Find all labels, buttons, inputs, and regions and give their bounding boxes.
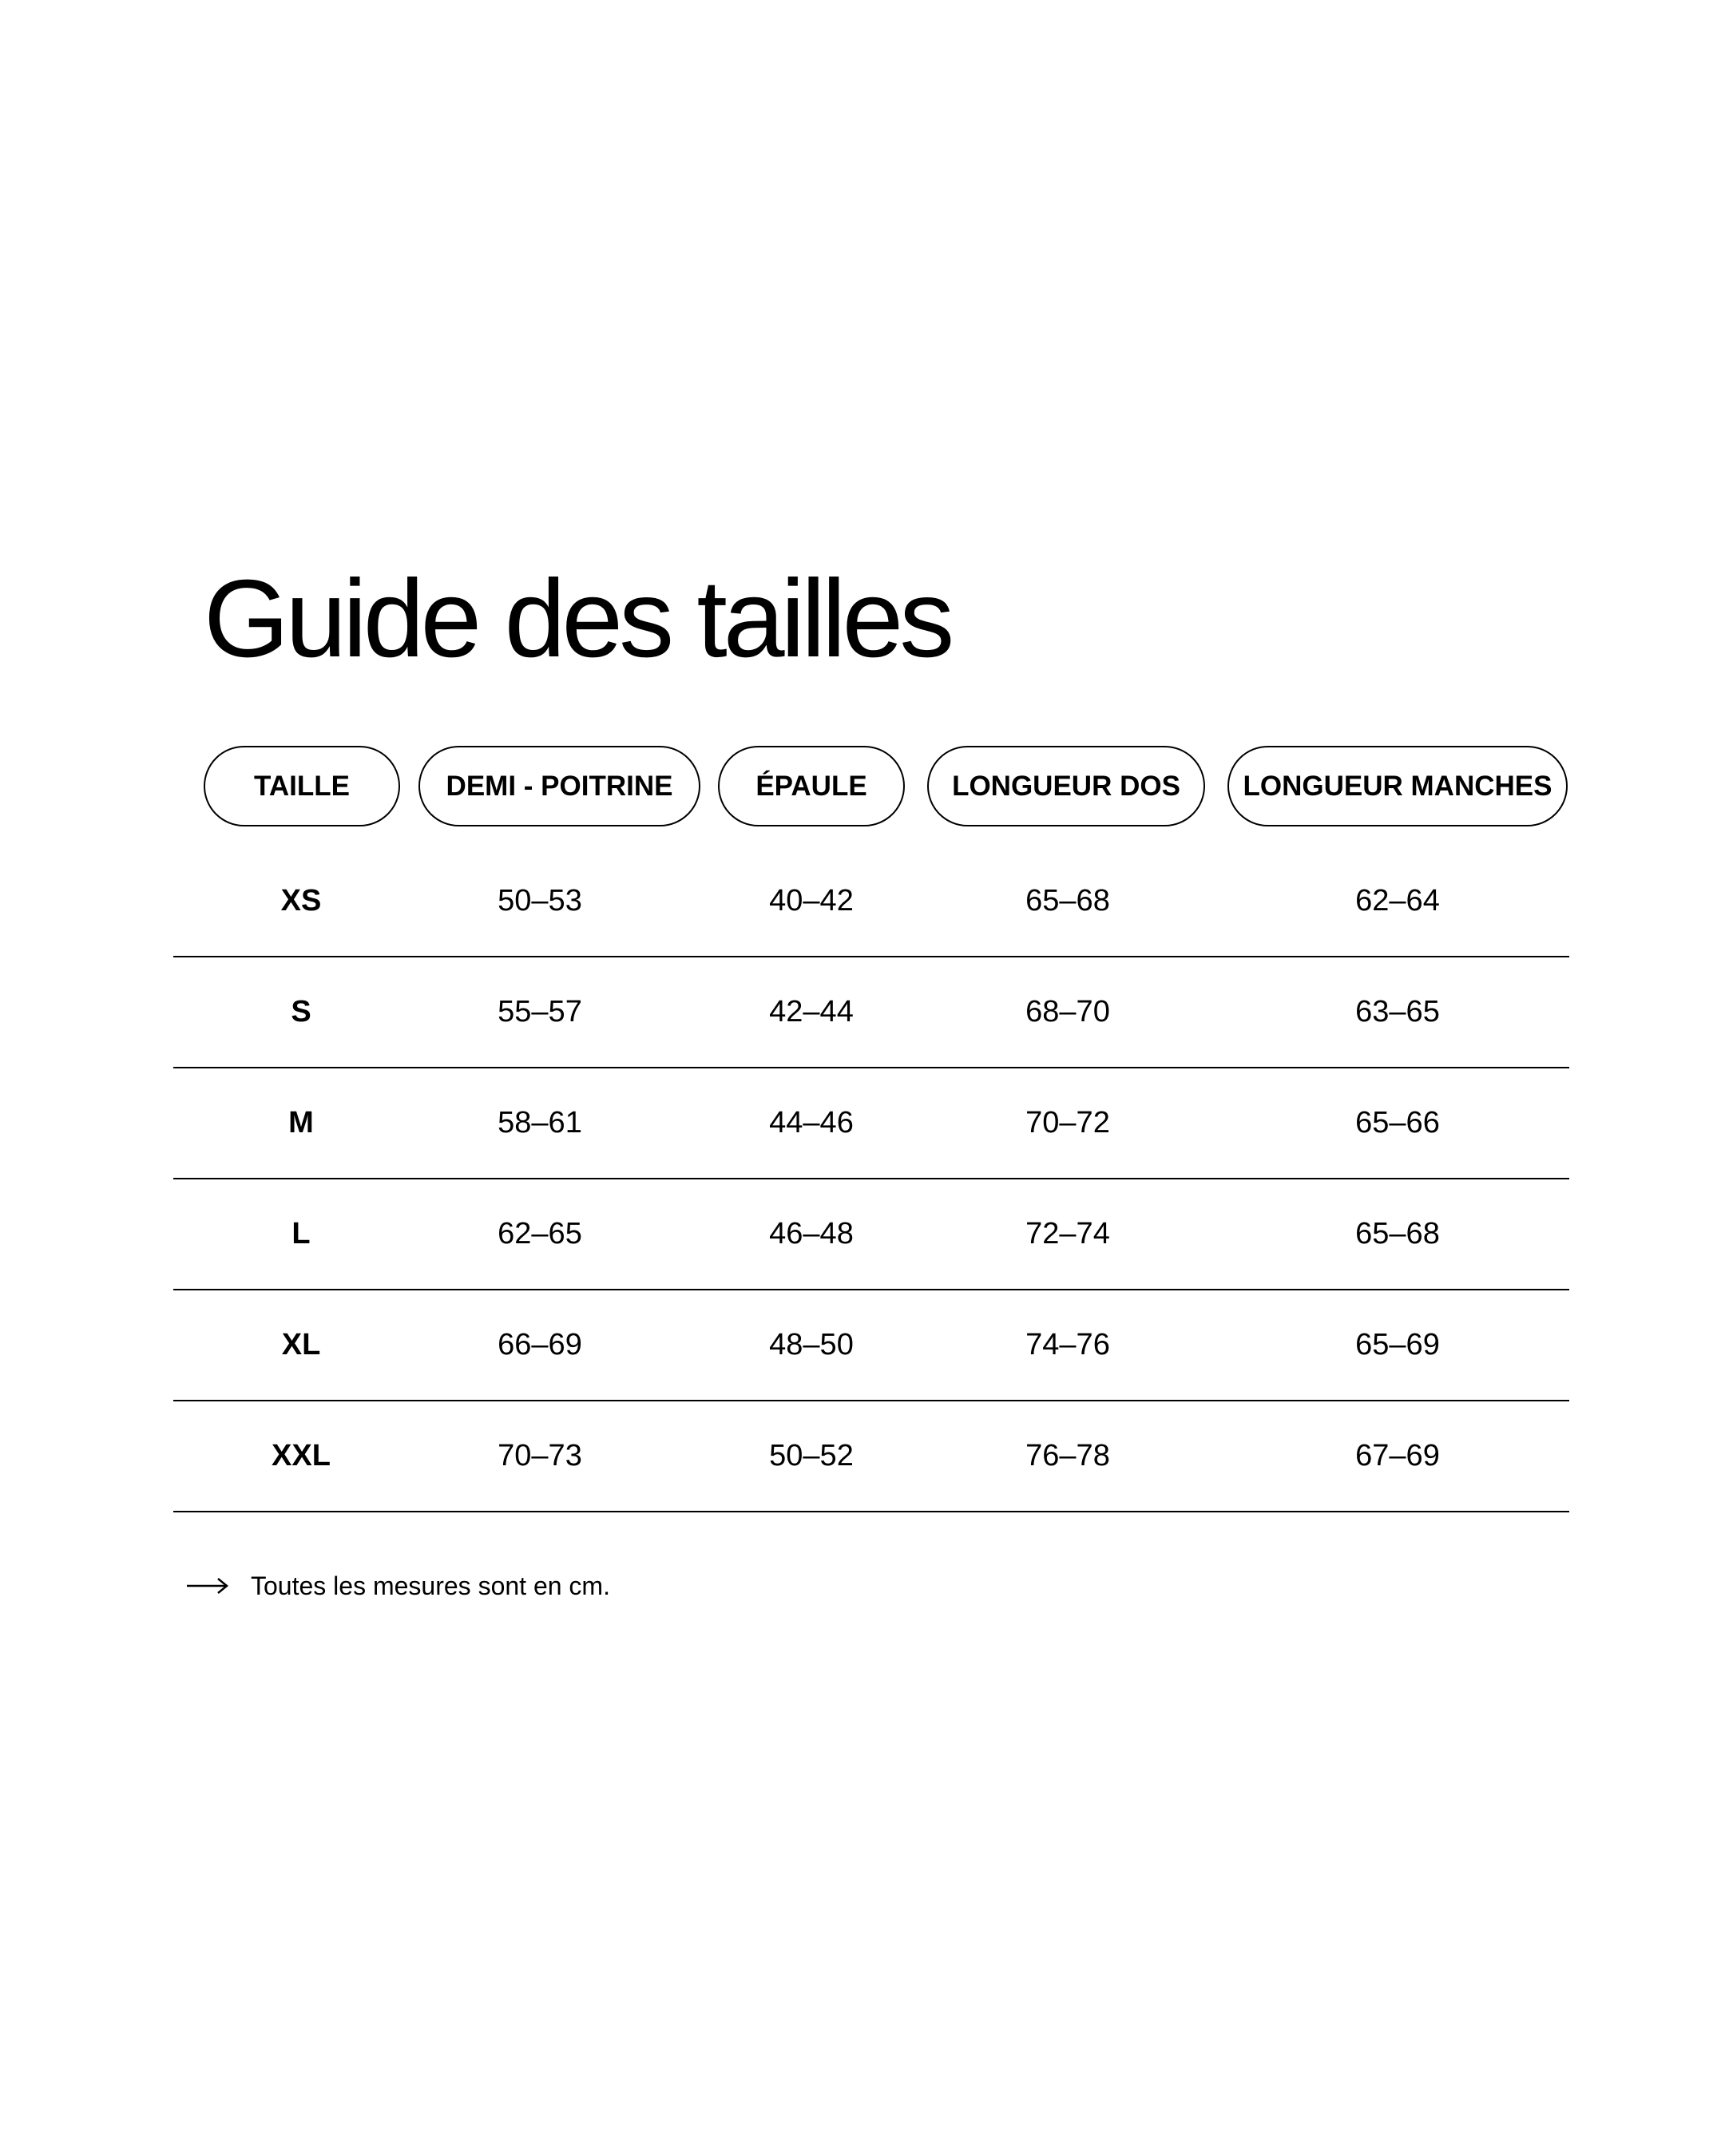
demi-poitrine-cell: 58–61 (498, 1106, 582, 1139)
measurement-note (185, 1567, 610, 1605)
size-cell: XL (281, 1328, 321, 1361)
size-cell: XS (280, 884, 322, 917)
longueur-dos-cell: 72–74 (1025, 1217, 1110, 1250)
page-title: Guide des tailles (204, 557, 951, 680)
header-epaule: ÉPAULE (718, 746, 905, 826)
epaule-cell: 42–44 (769, 995, 854, 1028)
demi-poitrine-cell: 70–73 (498, 1439, 582, 1472)
longueur-manches-cell: 65–66 (1355, 1106, 1440, 1139)
size-cell: L (291, 1217, 311, 1250)
longueur-manches-cell: 63–65 (1355, 995, 1440, 1028)
table-row (173, 1290, 1569, 1401)
longueur-dos-cell: 74–76 (1025, 1328, 1110, 1361)
table-row (173, 1179, 1569, 1290)
longueur-dos-cell: 68–70 (1025, 995, 1110, 1028)
note-text: Toutes les mesures sont en cm. (251, 1571, 610, 1600)
longueur-manches-cell: 62–64 (1355, 884, 1440, 917)
header-longueur-dos: LONGUEUR DOS (927, 746, 1205, 826)
demi-poitrine-cell: 55–57 (498, 995, 582, 1028)
table-row (173, 957, 1569, 1068)
table-row (173, 1401, 1569, 1512)
table-row (173, 846, 1569, 957)
epaule-cell: 46–48 (769, 1217, 854, 1250)
size-cell: M (288, 1106, 314, 1139)
longueur-manches-cell: 67–69 (1355, 1439, 1440, 1472)
epaule-cell: 48–50 (769, 1328, 854, 1361)
epaule-cell: 44–46 (769, 1106, 854, 1139)
longueur-dos-cell: 70–72 (1025, 1106, 1110, 1139)
longueur-manches-cell: 65–68 (1355, 1217, 1440, 1250)
header-longueur-manches: LONGUEUR MANCHES (1227, 746, 1568, 826)
arrow-right-icon (185, 1576, 230, 1595)
row-divider (173, 1511, 1569, 1512)
demi-poitrine-cell: 66–69 (498, 1328, 582, 1361)
demi-poitrine-cell: 50–53 (498, 884, 582, 917)
longueur-dos-cell: 76–78 (1025, 1439, 1110, 1472)
size-cell: XXL (272, 1439, 331, 1472)
longueur-dos-cell: 65–68 (1025, 884, 1110, 917)
size-cell: S (291, 995, 311, 1028)
epaule-cell: 40–42 (769, 884, 854, 917)
epaule-cell: 50–52 (769, 1439, 854, 1472)
header-demi-poitrine: DEMI - POITRINE (418, 746, 700, 826)
demi-poitrine-cell: 62–65 (498, 1217, 582, 1250)
header-taille: TAILLE (204, 746, 400, 826)
table-row (173, 1068, 1569, 1179)
longueur-manches-cell: 65–69 (1355, 1328, 1440, 1361)
